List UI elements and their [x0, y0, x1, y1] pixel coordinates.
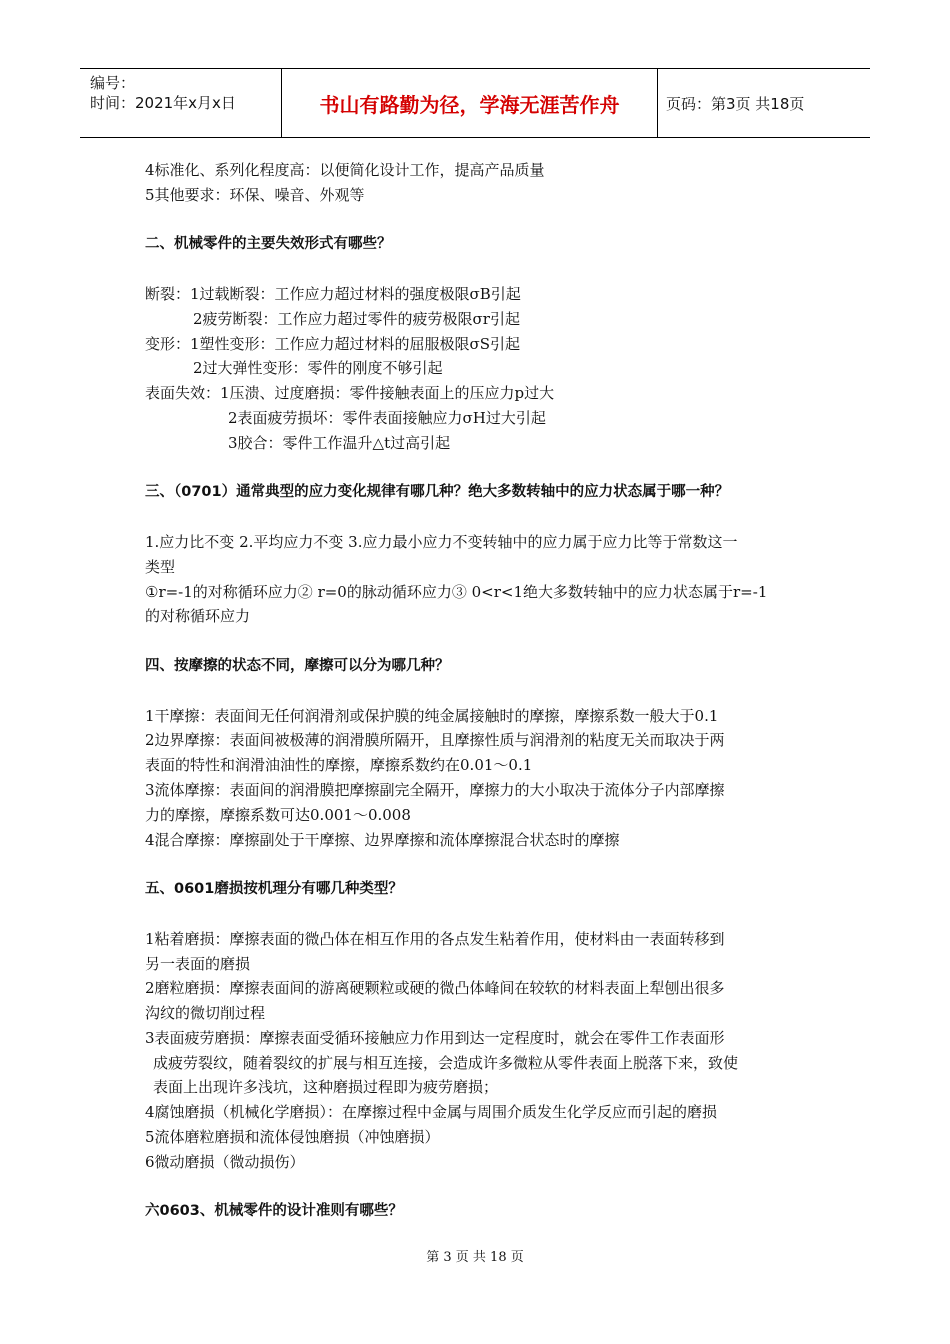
- paragraph-spacer: [145, 679, 810, 704]
- text-line: 断裂：1过载断裂：工作应力超过材料的强度极限σB引起: [145, 284, 521, 303]
- header-page-info: 页码：第3页 共18页: [666, 94, 805, 113]
- section-heading: 三、（0701）通常典型的应力变化规律有哪几种？绝大多数转轴中的应力状态属于哪一种？: [145, 484, 730, 501]
- paragraph-spacer: [145, 902, 810, 927]
- text-line: 表面的特性和润滑油油性的摩擦，摩擦系数约在0.01～0.1: [145, 756, 533, 775]
- text-line: 2表面疲劳损坏：零件表面接触应力σH过大引起: [228, 408, 546, 427]
- text-line: 沟纹的微切削过程: [145, 1004, 266, 1023]
- header-meta: [80, 69, 282, 137]
- text-line: 的对称循环应力: [145, 607, 251, 626]
- paragraph-spacer: [145, 505, 810, 530]
- text-line: 成疲劳裂纹，随着裂纹的扩展与相互连接，会造成许多微粒从零件表面上脱落下来，致使: [153, 1053, 739, 1072]
- paragraph-spacer: [145, 1175, 810, 1200]
- section-heading: 六0603、机械零件的设计准则有哪些？: [145, 1203, 403, 1220]
- document-body: [145, 158, 810, 1224]
- text-line: 另一表面的磨损: [145, 954, 251, 973]
- page-header: [80, 68, 870, 138]
- text-line: ①r=-1的对称循环应力② r=0的脉动循环应力③ 0<r<1绝大多数转轴中的应力状态属于r=-1: [145, 582, 768, 601]
- text-line: 表面失效：1压溃、过度磨损：零件接触表面上的压应力p过大: [145, 384, 555, 403]
- text-line: 3流体摩擦：表面间的润滑膜把摩擦副完全隔开，摩擦力的大小取决于流体分子内部摩擦: [145, 780, 725, 799]
- text-line: 4标准化、系列化程度高：以便简化设计工作，提高产品质量: [145, 161, 545, 179]
- text-line: 5流体磨粒磨损和流体侵蚀磨损（冲蚀磨损）: [145, 1128, 440, 1147]
- text-line: 2疲劳断裂：工作应力超过零件的疲劳极限σr引起: [193, 309, 520, 328]
- paragraph-spacer: [145, 208, 810, 233]
- text-line: 变形：1塑性变形：工作应力超过材料的屈服极限σS引起: [145, 334, 521, 353]
- text-line: 2磨粒磨损：摩擦表面间的游离硬颗粒或硬的微凸体峰间在较软的材料表面上犁刨出很多: [145, 979, 725, 998]
- paragraph-spacer: [145, 852, 810, 877]
- text-line: 4混合摩擦：摩擦副处于干摩擦、边界摩擦和流体摩擦混合状态时的摩擦: [145, 830, 620, 849]
- section-heading: 五、0601磨损按机理分有哪几种类型？: [145, 881, 403, 898]
- text-line: 5其他要求：环保、噪音、外观等: [145, 185, 365, 204]
- paragraph-spacer: [145, 629, 810, 654]
- text-line: 3表面疲劳磨损：摩擦表面受循环接触应力作用到达一定程度时，就会在零件工作表面形: [145, 1028, 725, 1047]
- paragraph-spacer: [145, 456, 810, 481]
- doc-date-label: 时间：2021年x月x日: [90, 94, 236, 112]
- section-heading: 二、机械零件的主要失效形式有哪些？: [145, 236, 392, 253]
- text-line: 2过大弹性变形：零件的刚度不够引起: [193, 359, 443, 378]
- page-footer: 第 3 页 共 18 页: [426, 1250, 524, 1265]
- text-line: 类型: [145, 557, 176, 576]
- paragraph-spacer: [145, 257, 810, 282]
- section-heading: 四、按摩擦的状态不同，摩擦可以分为哪几种？: [145, 657, 450, 674]
- text-line: 4腐蚀磨损（机械化学磨损）：在摩擦过程中金属与周围介质发生化学反应而引起的磨损: [145, 1103, 718, 1122]
- text-line: 2边界摩擦：表面间被极薄的润滑膜所隔开，且摩擦性质与润滑剂的粘度无关而取决于两: [145, 731, 725, 750]
- text-line: 6微动磨损（微动损伤）: [145, 1152, 305, 1171]
- text-line: 1.应力比不变 2.平均应力不变 3.应力最小应力不变转轴中的应力属于应力比等于常数这一: [145, 532, 738, 551]
- text-line: 1粘着磨损：摩擦表面的微凸体在相互作用的各点发生粘着作用，使材料由一表面转移到: [145, 929, 725, 948]
- text-line: 1干摩擦：表面间无任何润滑剂或保护膜的纯金属接触时的摩擦，摩擦系数一般大于0.1: [145, 706, 719, 725]
- text-line: 3胶合：零件工作温升△t过高引起: [228, 433, 451, 452]
- text-line: 表面上出现许多浅坑，这种磨损过程即为疲劳磨损；: [153, 1078, 499, 1097]
- header-motto: 书山有路勤为径，学海无涯苦作舟: [282, 69, 658, 137]
- doc-number-label: 编号：: [90, 74, 136, 92]
- text-line: 力的摩擦，摩擦系数可达0.001～0.008: [145, 805, 411, 824]
